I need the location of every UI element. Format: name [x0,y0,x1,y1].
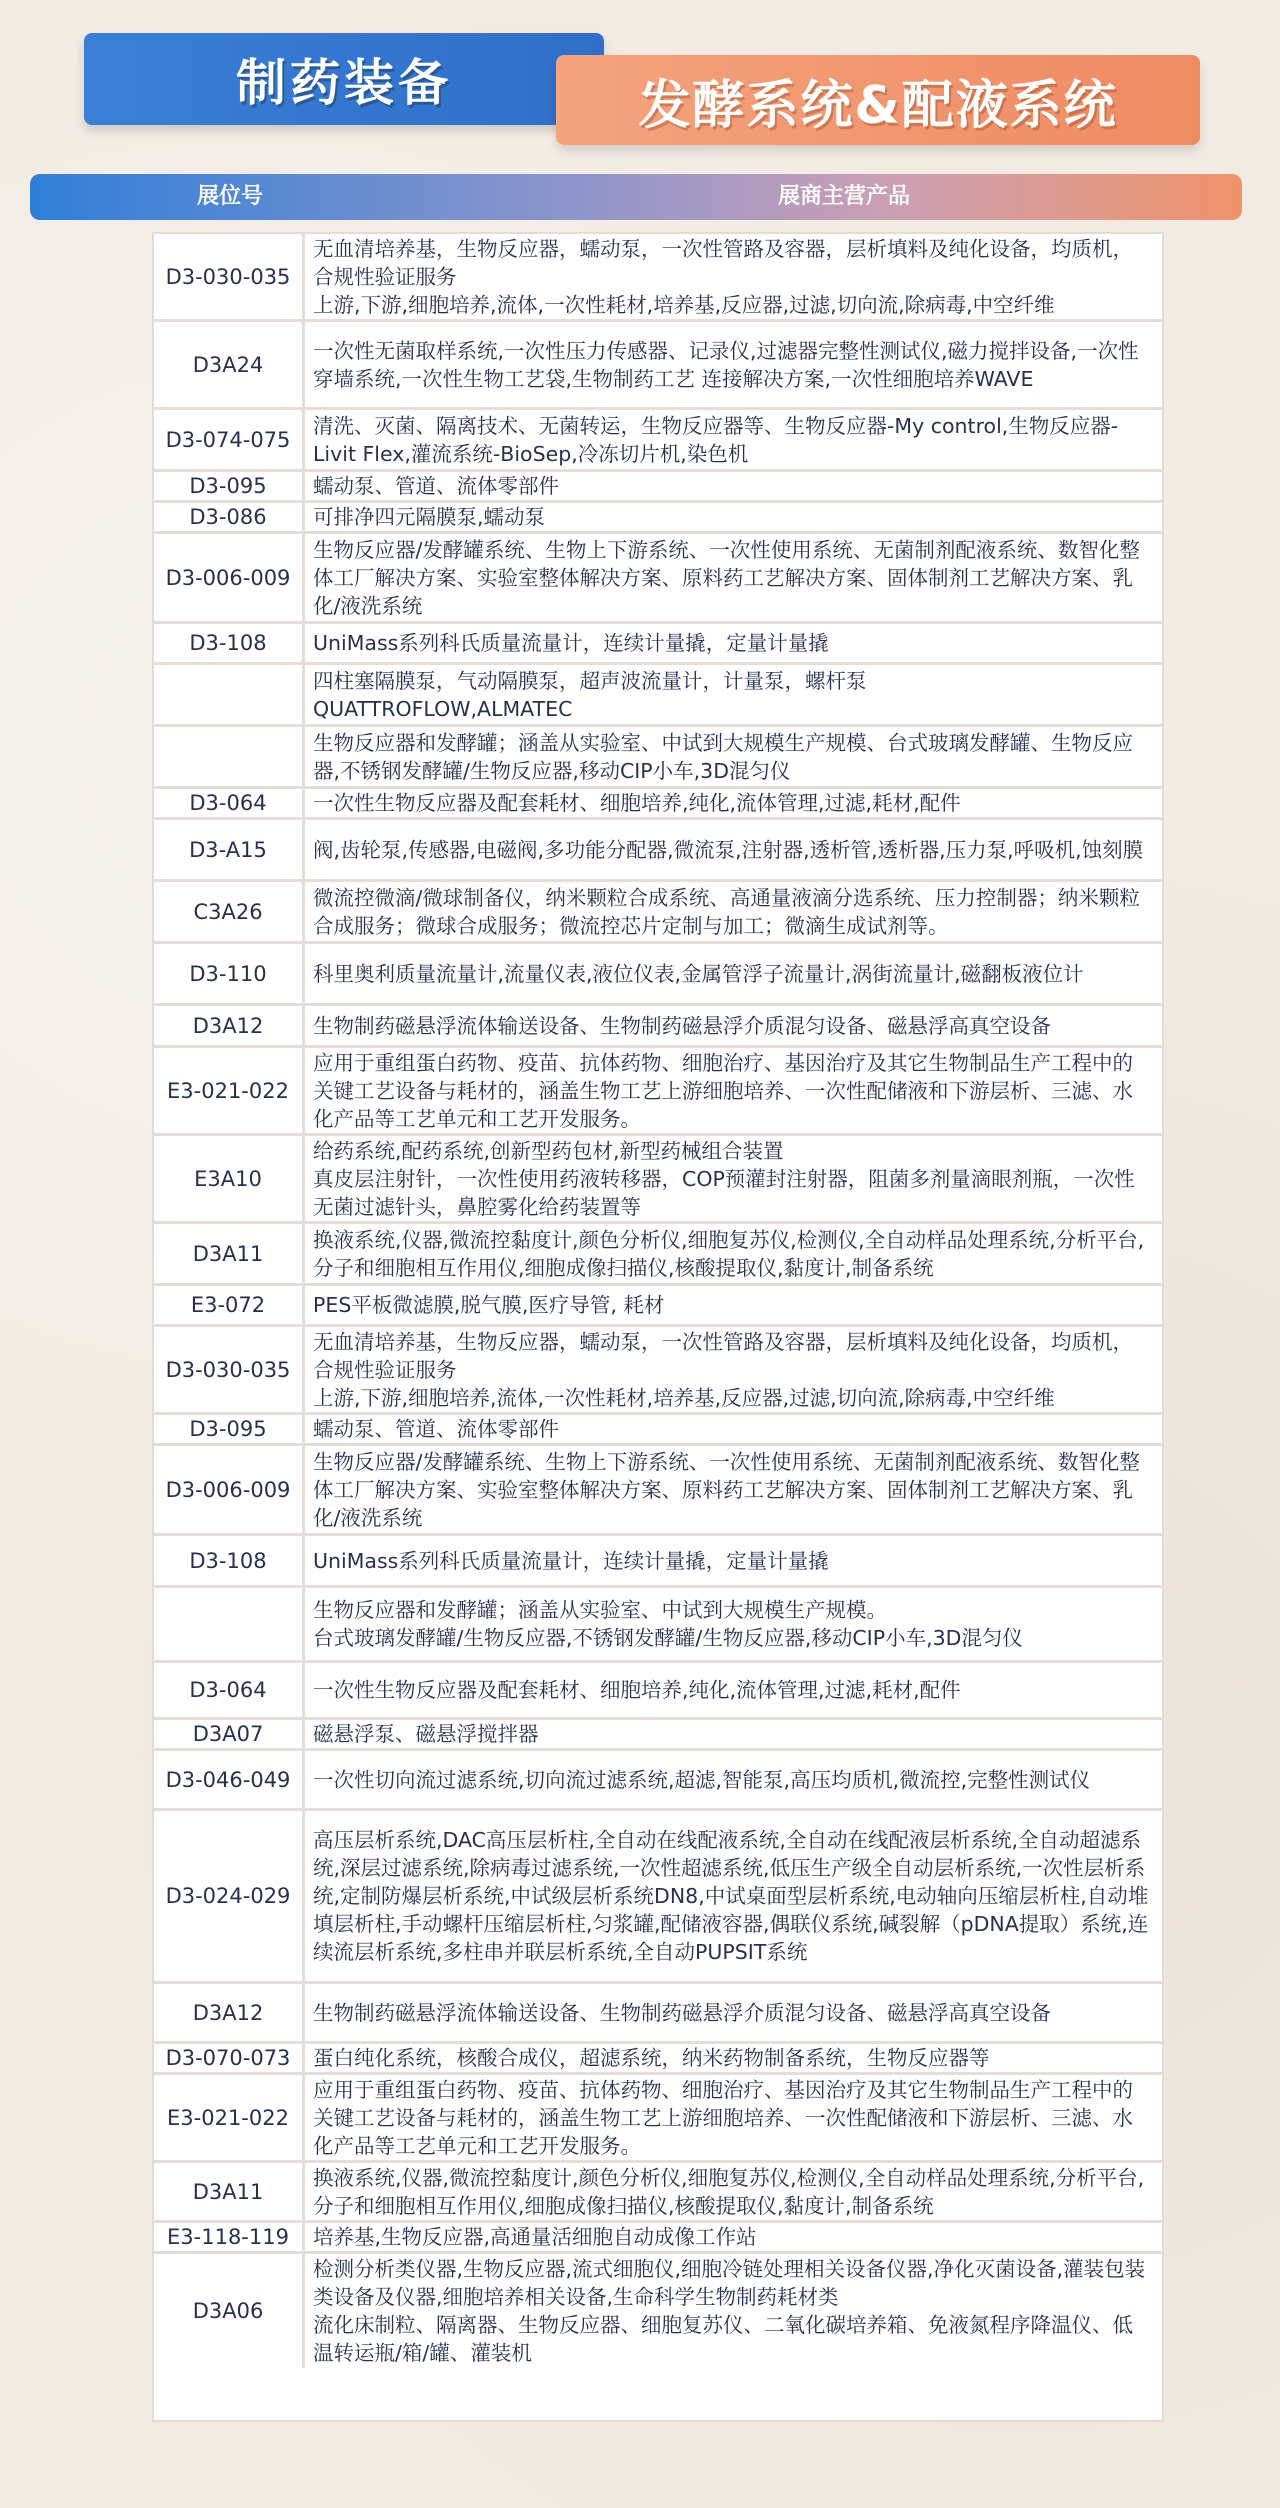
table-row [154,2075,1162,2163]
product-description: 生物反应器和发酵罐；涵盖从实验室、中试到大规模生产规模。 台式玻璃发酵罐/生物反应器,不锈钢发酵罐/生物反应器,移动CIP小车,3D混匀仪 [313,1598,1023,1650]
booth-number [154,1588,305,1660]
product-description: 一次性生物反应器及配套耗材、细胞培养,纯化,流体管理,过滤,耗材,配件 [313,1678,961,1702]
table-row [154,2254,1162,2368]
booth-number: D3-108 [154,624,305,662]
category-title: 制药装备 [84,33,604,125]
booth-number: D3A12 [154,1006,305,1045]
booth-number: E3-021-022 [154,2075,305,2160]
booth-number: D3-030-035 [154,234,305,319]
table-row [154,882,1162,944]
product-description: 蛋白纯化系统，核酸合成仪，超滤系统，纳米药物制备系统，生物反应器等 [313,2046,990,2070]
product-description: 无血清培养基，生物反应器，蠕动泵，一次性管路及容器，层析填料及纯化设备，均质机，合规性验证服务 上游,下游,细胞培养,流体,一次性耗材,培养基,反应器,过滤,切向流,除病毒,中空纤维 [313,1329,1133,1410]
booth-number: E3-021-022 [154,1048,305,1133]
product-description: 高压层析系统,DAC高压层析柱,全自动在线配液系统,全自动在线配液层析系统,全自动超滤系统,深层过滤系统,除病毒过滤系统,一次性超滤系统,低压生产级全自动层析系统,一次性层析系统,定制防爆层析系统,中试级层析系统DN8,中试桌面型层析系统,电动轴向压缩层析柱,自动堆填层析柱,手动螺杆压缩层析柱,匀浆罐,配储液容器,偶联仪系统,碱裂解（pDNA提取）系统,连续流层析系统,多柱串并联层析系统,全自动PUPSIT系统 [313,1828,1149,1964]
product-description: 科里奥利质量流量计,流量仪表,液位仪表,金属管浮子流量计,涡街流量计,磁翻板液位计 [313,961,1084,986]
booth-number: D3-074-075 [154,410,305,469]
exhibitor-table [152,232,1164,2422]
product-description: 换液系统,仪器,微流控黏度计,颜色分析仪,细胞复苏仪,检测仪,全自动样品处理系统,分析平台,分子和细胞相互作用仪,细胞成像扫描仪,核酸提取仪,黏度计,制备系统 [313,2165,1145,2218]
product-description: 无血清培养基，生物反应器，蠕动泵，一次性管路及容器，层析填料及纯化设备，均质机，合规性验证服务 上游,下游,细胞培养,流体,一次性耗材,培养基,反应器,过滤,切向流,除病毒,中空纤维 [313,236,1133,317]
product-description: 应用于重组蛋白药物、疫苗、抗体药物、细胞治疗、基因治疗及其它生物制品生产工程中的关键工艺设备与耗材的，涵盖生物工艺上游细胞培养、一次性配储液和下游层析、三滤、水化产品等工艺单元和工艺开发服务。 [313,1050,1133,1131]
table-row [154,944,1162,1006]
table-row [154,1327,1162,1415]
product-description: 一次性无菌取样系统,一次性压力传感器、记录仪,过滤器完整性测试仪,磁力搅拌设备,一次性穿墙系统,一次性生物工艺袋,生物制药工艺 连接解决方案,一次性细胞培养WAVE [313,338,1139,391]
product-description: UniMass系列科氏质量流量计，连续计量撬，定量计量撬 [313,631,829,655]
product-description: 清洗、灭菌、隔离技术、无菌转运，生物反应器等、生物反应器-My control,生物反应器-Livit Flex,灌流系统-BioSep,冷冻切片机,染色机 [313,413,1119,466]
booth-number: D3-095 [154,472,305,500]
product-description: 一次性生物反应器及配套耗材、细胞培养,纯化,流体管理,过滤,耗材,配件 [313,791,961,815]
booth-number: D3A11 [154,2163,305,2220]
table-row [154,1811,1162,1984]
table-row [154,1006,1162,1048]
table-row [154,1286,1162,1327]
product-description: 应用于重组蛋白药物、疫苗、抗体药物、细胞治疗、基因治疗及其它生物制品生产工程中的关键工艺设备与耗材的，涵盖生物工艺上游细胞培养、一次性配储液和下游层析、三滤、水化产品等工艺单元和工艺开发服务。 [313,2077,1133,2158]
booth-number: D3-070-073 [154,2044,305,2072]
product-description: 微流控微滴/微球制备仪，纳米颗粒合成系统、高通量液滴分选系统、压力控制器；纳米颗粒合成服务；微球合成服务；微流控芯片定制与加工；微滴生成试剂等。 [313,885,1140,938]
section-title: 发酵系统&配液系统 [556,55,1200,145]
booth-number: D3-024-029 [154,1811,305,1981]
booth-number: D3A11 [154,1224,305,1283]
column-header-products: 展商主营产品 [777,184,910,209]
table-row [154,1663,1162,1720]
product-description: 换液系统,仪器,微流控黏度计,颜色分析仪,细胞复苏仪,检测仪,全自动样品处理系统,分析平台,分子和细胞相互作用仪,细胞成像扫描仪,核酸提取仪,黏度计,制备系统 [313,1227,1145,1280]
booth-number: D3-046-049 [154,1751,305,1808]
product-description: PES平板微滤膜,脱气膜,医疗导管, 耗材 [313,1293,665,1317]
booth-number: D3-086 [154,503,305,531]
product-description: 阀,齿轮泵,传感器,电磁阀,多功能分配器,微流泵,注射器,透析管,透析器,压力泵,呼吸机,蚀刻膜 [313,837,1144,862]
table-row [154,1136,1162,1224]
table-row [154,322,1162,410]
table-row [154,410,1162,472]
table-row [154,2163,1162,2223]
table-row [154,503,1162,534]
booth-number: D3-064 [154,1663,305,1717]
table-row [154,1588,1162,1663]
table-row [154,727,1162,789]
table-row [154,789,1162,820]
table-row [154,534,1162,624]
table-row [154,472,1162,503]
table-row [154,624,1162,665]
table-row [154,1446,1162,1536]
booth-number: D3A12 [154,1984,305,2041]
product-description: 生物制药磁悬浮流体输送设备、生物制药磁悬浮介质混匀设备、磁悬浮高真空设备 [313,2000,1051,2025]
booth-number: D3-108 [154,1536,305,1585]
booth-number: C3A26 [154,882,305,941]
booth-number: D3-064 [154,789,305,817]
product-description: 培养基,生物反应器,高通量活细胞自动成像工作站 [313,2225,757,2249]
table-row [154,2044,1162,2075]
booth-number: D3A06 [154,2254,305,2368]
booth-number: D3-095 [154,1415,305,1443]
table-row [154,1751,1162,1811]
product-description: 检测分析类仪器,生物反应器,流式细胞仪,细胞冷链处理相关设备仪器,净化灭菌设备,灌装包装类设备及仪器,细胞培养相关设备,生命科学生物制药耗材类 流化床制粒、隔离器、生物反应器、细胞复苏仪、二氧化碳培养箱、免液氮程序降温仪、低温转运瓶/箱/罐、灌装机 [313,2257,1146,2365]
booth-number: D3-110 [154,944,305,1003]
product-description: 磁悬浮泵、磁悬浮搅拌器 [313,1722,539,1746]
product-description: 生物反应器/发酵罐系统、生物上下游系统、一次性使用系统、无菌制剂配液系统、数智化整体工厂解决方案、实验室整体解决方案、原料药工艺解决方案、固体制剂工艺解决方案、乳化/液洗系统 [313,537,1140,618]
product-description: 一次性切向流过滤系统,切向流过滤系统,超滤,智能泵,高压均质机,微流控,完整性测试仪 [313,1767,1091,1792]
booth-number: D3-006-009 [154,1446,305,1533]
table-row [154,665,1162,727]
product-description: 给药系统,配药系统,创新型药包材,新型药械组合装置 真皮层注射针，一次性使用药液转移器，COP预灌封注射器，阻菌多剂量滴眼剂瓶，一次性无菌过滤针头，鼻腔雾化给药装置等 [313,1138,1135,1219]
booth-number [154,727,305,786]
booth-number [154,665,305,724]
table-row [154,1536,1162,1588]
table-row [154,1720,1162,1751]
product-description: 可排净四元隔膜泵,蠕动泵 [313,505,546,529]
table-row [154,1415,1162,1446]
table-row [154,1048,1162,1136]
booth-number: E3-118-119 [154,2223,305,2251]
booth-number: D3-030-035 [154,1327,305,1412]
table-header [30,174,1242,220]
product-description: 蠕动泵、管道、流体零部件 [313,474,559,498]
table-row [154,1224,1162,1286]
booth-number: E3-072 [154,1286,305,1324]
table-row [154,820,1162,882]
booth-number: D3-A15 [154,820,305,879]
table-row [154,1984,1162,2044]
product-description: 蠕动泵、管道、流体零部件 [313,1417,559,1441]
product-description: 生物反应器/发酵罐系统、生物上下游系统、一次性使用系统、无菌制剂配液系统、数智化整体工厂解决方案、实验室整体解决方案、原料药工艺解决方案、固体制剂工艺解决方案、乳化/液洗系统 [313,1449,1140,1530]
booth-number: D3A07 [154,1720,305,1748]
table-row [154,234,1162,322]
table-row [154,2223,1162,2254]
booth-number: D3A24 [154,322,305,407]
product-description: 生物反应器和发酵罐；涵盖从实验室、中试到大规模生产规模、台式玻璃发酵罐、生物反应器,不锈钢发酵罐/生物反应器,移动CIP小车,3D混匀仪 [313,730,1133,783]
column-header-booth: 展位号 [196,184,263,209]
booth-number: D3-006-009 [154,534,305,621]
booth-number: E3A10 [154,1136,305,1221]
product-description: UniMass系列科氏质量流量计，连续计量撬，定量计量撬 [313,1548,829,1573]
product-description: 四柱塞隔膜泵，气动隔膜泵，超声波流量计，计量泵，螺杆泵 QUATTROFLOW,ALMATEC [313,668,867,721]
product-description: 生物制药磁悬浮流体输送设备、生物制药磁悬浮介质混匀设备、磁悬浮高真空设备 [313,1013,1051,1038]
